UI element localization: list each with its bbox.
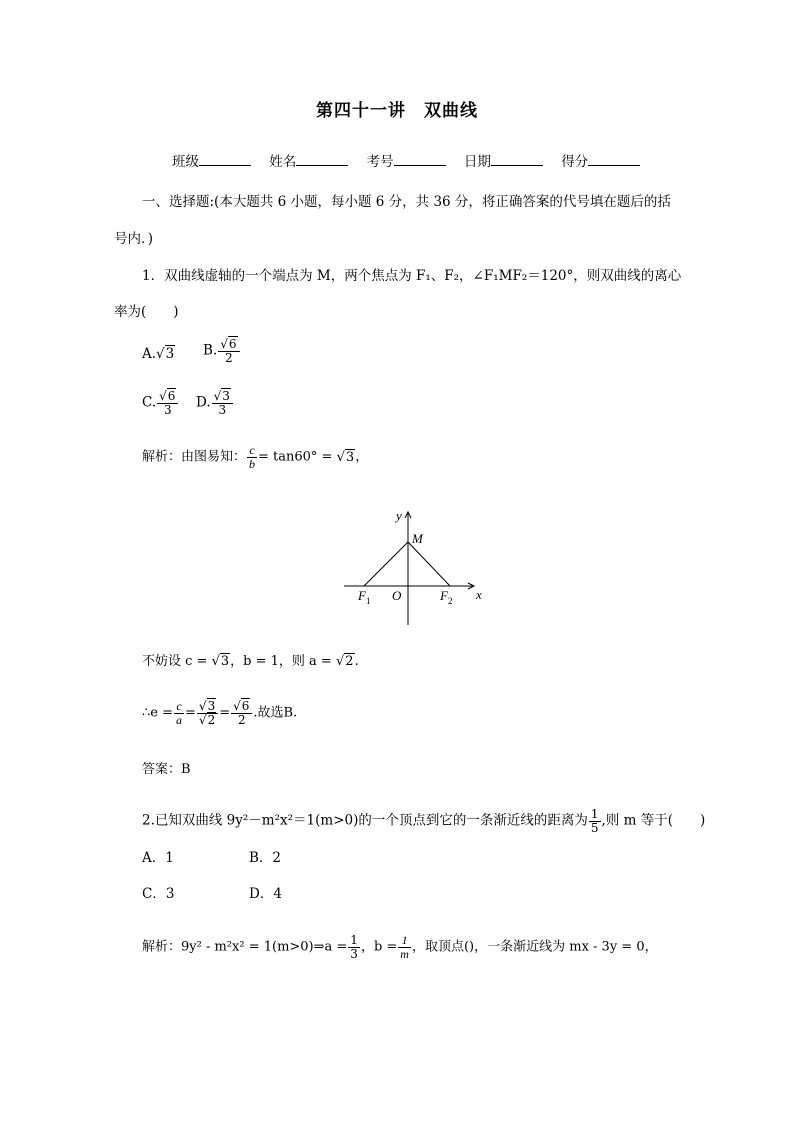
therefore-frac-2-den: 2 bbox=[207, 712, 216, 727]
q2-analysis-frac-2-num: 1 bbox=[398, 934, 411, 948]
date-blank bbox=[491, 151, 543, 166]
analysis-denominator: b bbox=[249, 456, 256, 471]
q1-option-a bbox=[142, 348, 175, 362]
option-c-numerator: 6 bbox=[167, 389, 176, 403]
therefore-frac-3-den: 2 bbox=[237, 712, 246, 727]
q2-option-c: C．3 bbox=[142, 886, 175, 902]
option-a-label: A. bbox=[142, 346, 157, 362]
option-c-label: C. bbox=[142, 394, 157, 411]
assume-radicand-3: 3 bbox=[220, 654, 230, 669]
x-label: x bbox=[476, 587, 482, 602]
q2-frac-den: 5 bbox=[590, 820, 599, 835]
therefore-end: .故选B. bbox=[253, 705, 298, 721]
option-c-fraction: $\frac{√6}{3}$ bbox=[157, 390, 178, 416]
section-heading-line1: 一、选择题:(本大题共 6 小题，每小题 6 分，共 36 分，将正确答案的代号填在题后的括 bbox=[142, 194, 671, 210]
analysis-end: ， bbox=[355, 449, 369, 465]
therefore-frac-2-num: 3 bbox=[207, 699, 216, 713]
option-b-fraction: $\frac{√6}{2}$ bbox=[218, 338, 239, 364]
therefore-frac-2: $\frac{√3}{√2}$ bbox=[197, 700, 218, 726]
f1-subscript: 1 bbox=[366, 596, 371, 606]
q2-analysis-frac-1-num: 1 bbox=[350, 933, 358, 947]
option-b-label: B. bbox=[203, 342, 218, 359]
analysis-radicand: 3 bbox=[345, 449, 355, 465]
q2-stem-fraction bbox=[589, 808, 601, 834]
assume-sqrt3: √3 bbox=[211, 654, 230, 669]
hyperbola-figure bbox=[336, 500, 486, 630]
q2-analysis-mid: ，b = bbox=[360, 939, 398, 955]
section-heading-line2: 号内．) bbox=[114, 231, 154, 247]
therefore-frac-1-den: a bbox=[176, 712, 182, 727]
q1-option-b bbox=[203, 338, 241, 364]
therefore-frac-1 bbox=[174, 700, 184, 726]
q2-analysis-frac-2 bbox=[398, 934, 411, 960]
analysis-fraction bbox=[247, 444, 257, 470]
assume-end: . bbox=[354, 654, 359, 669]
segment-f1-m bbox=[364, 542, 408, 586]
name-label: 姓名 bbox=[269, 154, 297, 170]
option-d-numerator: 3 bbox=[222, 389, 230, 403]
m-label: M bbox=[412, 531, 423, 546]
q2-analysis-frac-1-den: 3 bbox=[350, 946, 358, 961]
name-blank bbox=[296, 151, 348, 166]
analysis-numerator: c bbox=[247, 444, 257, 458]
assume-sqrt2: √2 bbox=[335, 654, 354, 669]
q1-therefore-line: ∴e = $\frac{c}{a}$ = $\frac{√3}{√2}$ = $\frac{√6}{2}$ .故选B. bbox=[142, 699, 298, 727]
option-d-label: D. bbox=[196, 394, 211, 411]
q2-analysis-part2: ，取顶点()，一条渐近线为 mx - 3y = 0， bbox=[411, 939, 658, 955]
f2-subscript: 2 bbox=[448, 596, 453, 606]
option-d-denominator: 3 bbox=[218, 402, 227, 417]
analysis-sqrt: √3 bbox=[336, 449, 355, 465]
student-info-line bbox=[172, 150, 654, 170]
therefore-frac-1-num: c bbox=[174, 700, 184, 714]
q2-option-b: B．2 bbox=[249, 850, 282, 866]
analysis-rest: = tan60° = bbox=[258, 449, 333, 465]
q2-stem bbox=[142, 808, 705, 834]
f2-label: F bbox=[440, 588, 448, 603]
q1-assume-line bbox=[142, 655, 359, 668]
segment-m-f2 bbox=[408, 542, 450, 586]
option-d-fraction: $\frac{√3}{3}$ bbox=[212, 390, 233, 416]
assume-radicand-2: 2 bbox=[345, 654, 354, 669]
assume-text-1: 不妨设 c = bbox=[142, 654, 208, 669]
number-label: 考号 bbox=[366, 154, 394, 170]
therefore-frac-3-num: 6 bbox=[241, 699, 250, 713]
therefore-frac-3: $\frac{√6}{2}$ bbox=[231, 700, 252, 726]
option-a-radicand: 3 bbox=[165, 346, 175, 362]
q2-analysis bbox=[142, 934, 658, 960]
class-blank bbox=[199, 151, 251, 166]
option-a-value: √3 bbox=[156, 346, 175, 362]
q1-stem-line1: 1．双曲线虚轴的一个端点为 M，两个焦点为 F₁、F₂，∠F₁MF₂＝120°，则双曲线的离心 bbox=[142, 268, 682, 284]
f1-label: F bbox=[358, 588, 366, 603]
q2-analysis-frac-1 bbox=[348, 934, 360, 960]
y-label: y bbox=[396, 508, 402, 523]
analysis-prefix: 解析：由图易知： bbox=[142, 449, 247, 465]
score-label: 得分 bbox=[561, 154, 589, 170]
number-blank bbox=[394, 151, 446, 166]
q2-frac-num: 1 bbox=[590, 807, 599, 821]
date-label: 日期 bbox=[463, 154, 491, 170]
q2-stem-part2: ,则 m 等于( ) bbox=[601, 812, 706, 829]
therefore-prefix: ∴e = bbox=[142, 705, 173, 721]
q2-option-a: A．1 bbox=[142, 850, 174, 866]
q1-option-d bbox=[196, 390, 234, 416]
q2-analysis-part1: 解析：9y² - m²x² = 1(m>0)⇒a = bbox=[142, 939, 348, 955]
page-title: 第四十一讲 双曲线 bbox=[316, 101, 478, 121]
q2-stem-part1: 2.已知双曲线 9y²－m²x²＝1(m>0)的一个顶点到它的一条渐近线的距离为 bbox=[142, 812, 588, 829]
q2-analysis-frac-2-den: m bbox=[400, 946, 409, 961]
assume-text-2: ，b = 1，则 a = bbox=[230, 654, 332, 669]
o-label: O bbox=[392, 588, 402, 603]
option-b-denominator: 2 bbox=[225, 350, 233, 365]
score-blank bbox=[588, 151, 640, 166]
q1-option-c bbox=[142, 390, 179, 416]
option-b-numerator: 6 bbox=[228, 337, 237, 351]
class-label: 班级 bbox=[172, 154, 199, 170]
option-c-denominator: 3 bbox=[163, 402, 172, 417]
q1-answer: 答案：B bbox=[142, 762, 191, 777]
q1-stem-line2: 率为( ) bbox=[114, 304, 179, 320]
q2-option-d: D．4 bbox=[249, 886, 282, 902]
q1-analysis bbox=[142, 444, 368, 470]
